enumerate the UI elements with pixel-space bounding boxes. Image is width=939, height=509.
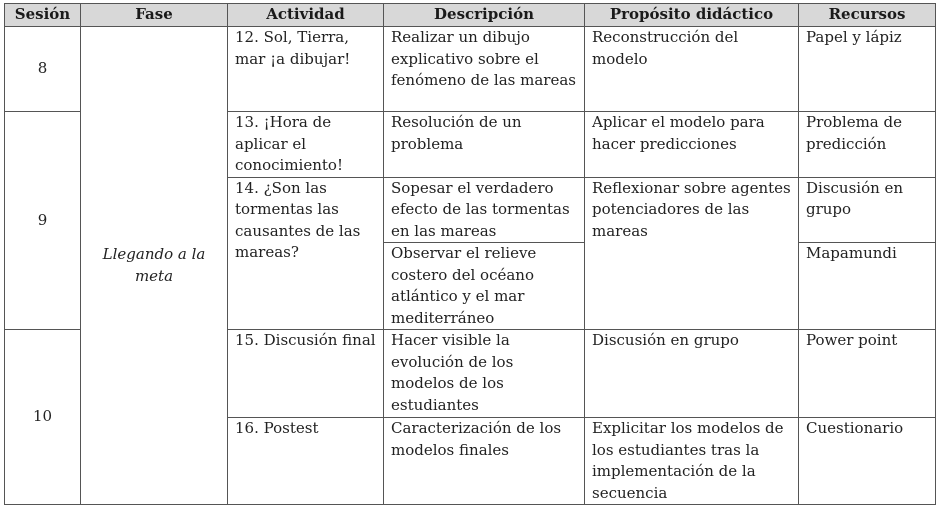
purpose-cell: Explicitar los modelos de los estudiantes tras la implementación de la secuencia xyxy=(585,418,799,505)
purpose-cell: Reconstrucción del modelo xyxy=(585,27,799,112)
header-resources: Recursos xyxy=(799,4,936,27)
session-cell-9: 9 xyxy=(5,112,81,330)
description-cell: Resolución de un problema xyxy=(384,112,585,178)
table-row xyxy=(5,27,936,112)
header-purpose: Propósito didáctico xyxy=(585,4,799,27)
header-row xyxy=(5,4,936,27)
resource-cell: Power point xyxy=(799,330,936,418)
activity-cell: 12. Sol, Tierra, mar ¡a dibujar! xyxy=(228,27,384,112)
activities-table xyxy=(4,3,936,505)
header-activity: Actividad xyxy=(228,4,384,27)
activity-cell: 15. Discusión final xyxy=(228,330,384,418)
purpose-cell: Aplicar el modelo para hacer predicciones xyxy=(585,112,799,178)
description-cell: Hacer visible la evolución de los modelos de los estudiantes xyxy=(384,330,585,418)
header-description: Descripción xyxy=(384,4,585,27)
session-cell-10: 10 xyxy=(5,330,81,505)
header-phase: Fase xyxy=(81,4,228,27)
resource-cell: Problema de predicción xyxy=(799,112,936,178)
phase-cell: Llegando a la meta xyxy=(81,27,228,505)
activity-cell: 13. ¡Hora de aplicar el conocimiento! xyxy=(228,112,384,178)
description-cell: Realizar un dibujo explicativo sobre el fenómeno de las mareas xyxy=(384,27,585,112)
table-wrapper xyxy=(4,3,936,505)
description-cell: Sopesar el verdadero efecto de las tormentas en las mareas xyxy=(384,177,585,243)
activity-cell: 14. ¿Son las tormentas las causantes de las mareas? xyxy=(228,177,384,330)
description-cell: Caracterización de los modelos finales xyxy=(384,418,585,505)
session-cell-8: 8 xyxy=(5,27,81,112)
resource-cell: Cuestionario xyxy=(799,418,936,505)
purpose-cell: Reflexionar sobre agentes potenciadores de las mareas xyxy=(585,177,799,330)
description-cell: Observar el relieve costero del océano atlántico y el mar mediterráneo xyxy=(384,243,585,330)
resource-cell: Papel y lápiz xyxy=(799,27,936,112)
activity-cell: 16. Postest xyxy=(228,418,384,505)
resource-cell: Discusión en grupo xyxy=(799,177,936,243)
purpose-cell: Discusión en grupo xyxy=(585,330,799,418)
resource-cell: Mapamundi xyxy=(799,243,936,330)
header-session: Sesión xyxy=(5,4,81,27)
